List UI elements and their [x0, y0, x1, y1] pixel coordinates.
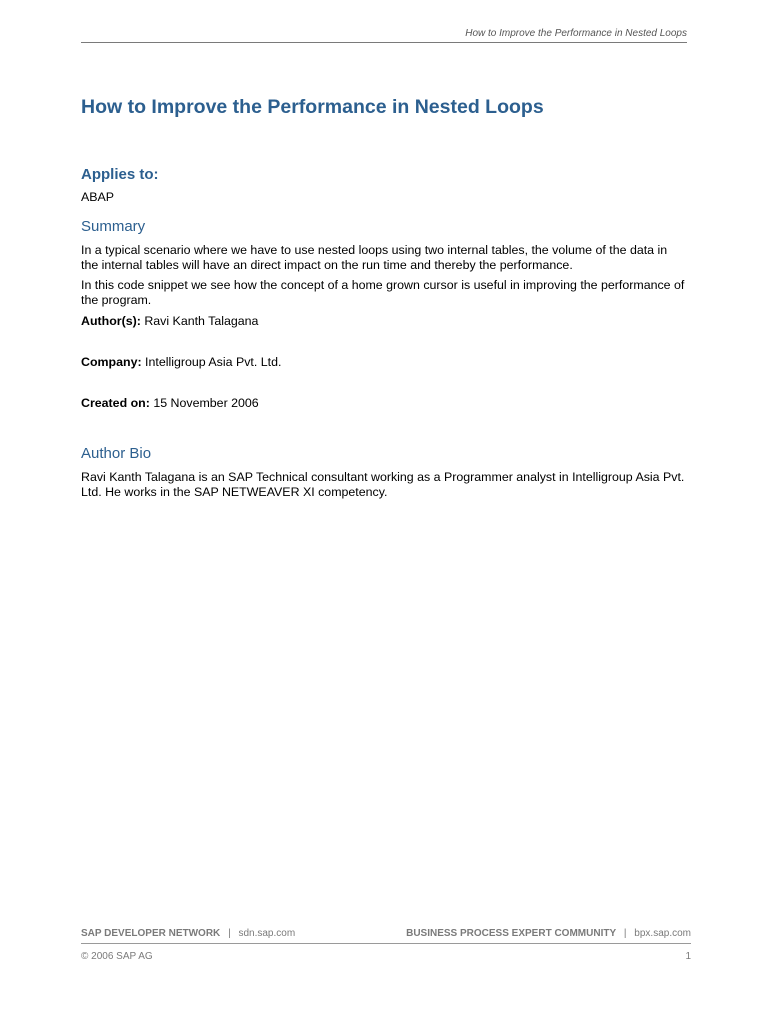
- footer-separator: |: [228, 928, 231, 939]
- company-line: [81, 355, 281, 369]
- footer-left: [81, 928, 295, 939]
- footer-divider: [81, 943, 691, 944]
- author-bio-heading: Author Bio: [81, 445, 152, 462]
- document-title: How to Improve the Performance in Nested Loops: [81, 96, 544, 118]
- author-line: [81, 314, 258, 328]
- created-value: 15 November 2006: [153, 396, 259, 410]
- copyright: © 2006 SAP AG: [81, 951, 153, 962]
- sdn-url-link[interactable]: sdn.sap.com: [238, 928, 296, 939]
- summary-paragraph-2: In this code snippet we see how the concept of a home grown cursor is useful in improving the performance of the program.: [81, 278, 685, 307]
- company-label: Company:: [81, 355, 142, 369]
- footer-separator: |: [623, 928, 627, 939]
- created-label: Created on:: [81, 396, 150, 410]
- header-divider: [81, 42, 687, 43]
- author-value: Ravi Kanth Talagana: [144, 314, 259, 328]
- created-line: [81, 396, 259, 410]
- company-value: Intelligroup Asia Pvt. Ltd.: [145, 355, 282, 369]
- running-header: How to Improve the Performance in Nested Loops: [465, 28, 687, 39]
- applies-to-heading: Applies to:: [81, 166, 159, 183]
- bpx-name: BUSINESS PROCESS EXPERT COMMUNITY: [406, 928, 617, 939]
- author-label: Author(s):: [81, 314, 141, 328]
- sdn-name: SAP DEVELOPER NETWORK: [81, 928, 221, 939]
- summary-paragraph-1: In a typical scenario where we have to use nested loops using two internal tables, the volume of the data in the internal tables will have an direct impact on the run time and thereby the performance.: [81, 243, 668, 272]
- footer-right: [406, 928, 691, 939]
- bpx-url-link[interactable]: bpx.sap.com: [634, 928, 691, 939]
- applies-to-value: ABAP: [81, 190, 115, 204]
- author-bio-text: Ravi Kanth Talagana is an SAP Technical consultant working as a Programmer analyst in Intelligroup Asia Pvt. Ltd. He works in the SAP NETWEAVER XI competency.: [81, 470, 685, 499]
- page-number: 1: [685, 951, 691, 962]
- summary-heading: Summary: [81, 218, 146, 235]
